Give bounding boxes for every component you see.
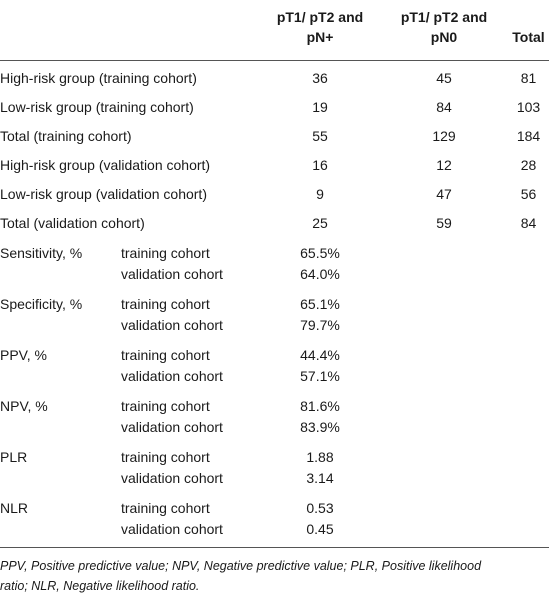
- metric-training-value: 0.53: [306, 500, 334, 516]
- metric-validation-label: validation cohort: [121, 470, 223, 486]
- row-value-pn-zero: 47: [436, 186, 452, 202]
- metric-validation-label: validation cohort: [121, 317, 223, 333]
- row-value-total: 103: [516, 99, 541, 115]
- col-header-pn-zero-line2: pN0: [430, 29, 458, 45]
- row-value-pn-zero: 12: [436, 157, 452, 173]
- metric-validation-value: 64.0%: [300, 266, 340, 282]
- row-value-total: 28: [520, 157, 537, 173]
- row-value-total: 56: [520, 186, 537, 202]
- metric-name: Sensitivity, %: [0, 245, 83, 261]
- metric-validation-value: 57.1%: [300, 368, 340, 384]
- metric-training-value: 65.5%: [300, 245, 340, 261]
- metric-training-value: 65.1%: [300, 296, 340, 312]
- metric-validation-value: 0.45: [306, 521, 334, 537]
- metric-training-value: 1.88: [306, 449, 334, 465]
- row-value-total: 184: [516, 128, 541, 144]
- footnote-line: ratio; NLR, Negative likelihood ratio.: [0, 579, 200, 593]
- row-value-pn-zero: 45: [436, 70, 452, 86]
- metric-training-label: training cohort: [121, 296, 210, 312]
- row-value-pn-zero: 129: [432, 128, 456, 144]
- metric-training-value: 44.4%: [300, 347, 340, 363]
- row-value-total: 84: [520, 215, 537, 231]
- footnote-line: PPV, Positive predictive value; NPV, Negative predictive value; PLR, Positive likelihood: [0, 559, 482, 573]
- metric-training-label: training cohort: [121, 398, 210, 414]
- row-value-pn-positive: 9: [316, 186, 324, 202]
- header-rule: [0, 60, 549, 61]
- bottom-rule: [0, 547, 549, 548]
- col-header-pn-zero-line1: pT1/ pT2 and: [400, 9, 488, 25]
- row-value-pn-zero: 59: [436, 215, 452, 231]
- col-header-pn-zero: [386, 9, 502, 46]
- row-value-pn-positive: 16: [312, 157, 328, 173]
- metric-training-label: training cohort: [121, 449, 210, 465]
- metric-training-label: training cohort: [121, 347, 210, 363]
- row-label: Low-risk group (validation cohort): [0, 186, 207, 202]
- metric-validation-value: 83.9%: [300, 419, 340, 435]
- row-label: Total (training cohort): [0, 128, 132, 144]
- metric-validation-value: 79.7%: [300, 317, 340, 333]
- row-label: Low-risk group (training cohort): [0, 99, 194, 115]
- col-header-pn-positive-line2: pN+: [306, 29, 334, 45]
- metric-training-value: 81.6%: [300, 398, 340, 414]
- col-header-pn-positive-line1: pT1/ pT2 and: [276, 9, 364, 25]
- col-header-total: Total: [512, 29, 545, 45]
- metric-name: PLR: [0, 449, 28, 465]
- row-value-total: 81: [520, 70, 537, 86]
- col-header-pn-positive: [262, 9, 378, 46]
- metric-name: PPV, %: [0, 347, 47, 363]
- row-value-pn-positive: 25: [312, 215, 328, 231]
- row-value-pn-positive: 36: [312, 70, 328, 86]
- metric-name: NLR: [0, 500, 29, 516]
- metric-validation-label: validation cohort: [121, 368, 223, 384]
- row-value-pn-positive: 19: [312, 99, 328, 115]
- row-value-pn-positive: 55: [312, 128, 328, 144]
- metric-validation-label: validation cohort: [121, 266, 223, 282]
- table-footnote: [0, 556, 549, 596]
- row-value-pn-zero: 84: [436, 99, 452, 115]
- metric-validation-value: 3.14: [306, 470, 334, 486]
- metric-name: NPV, %: [0, 398, 48, 414]
- row-label: Total (validation cohort): [0, 215, 145, 231]
- metric-training-label: training cohort: [121, 500, 210, 516]
- metric-training-label: training cohort: [121, 245, 210, 261]
- metric-name: Specificity, %: [0, 296, 83, 312]
- row-label: High-risk group (validation cohort): [0, 157, 211, 173]
- metric-validation-label: validation cohort: [121, 419, 223, 435]
- row-label: High-risk group (training cohort): [0, 70, 197, 86]
- metric-validation-label: validation cohort: [121, 521, 223, 537]
